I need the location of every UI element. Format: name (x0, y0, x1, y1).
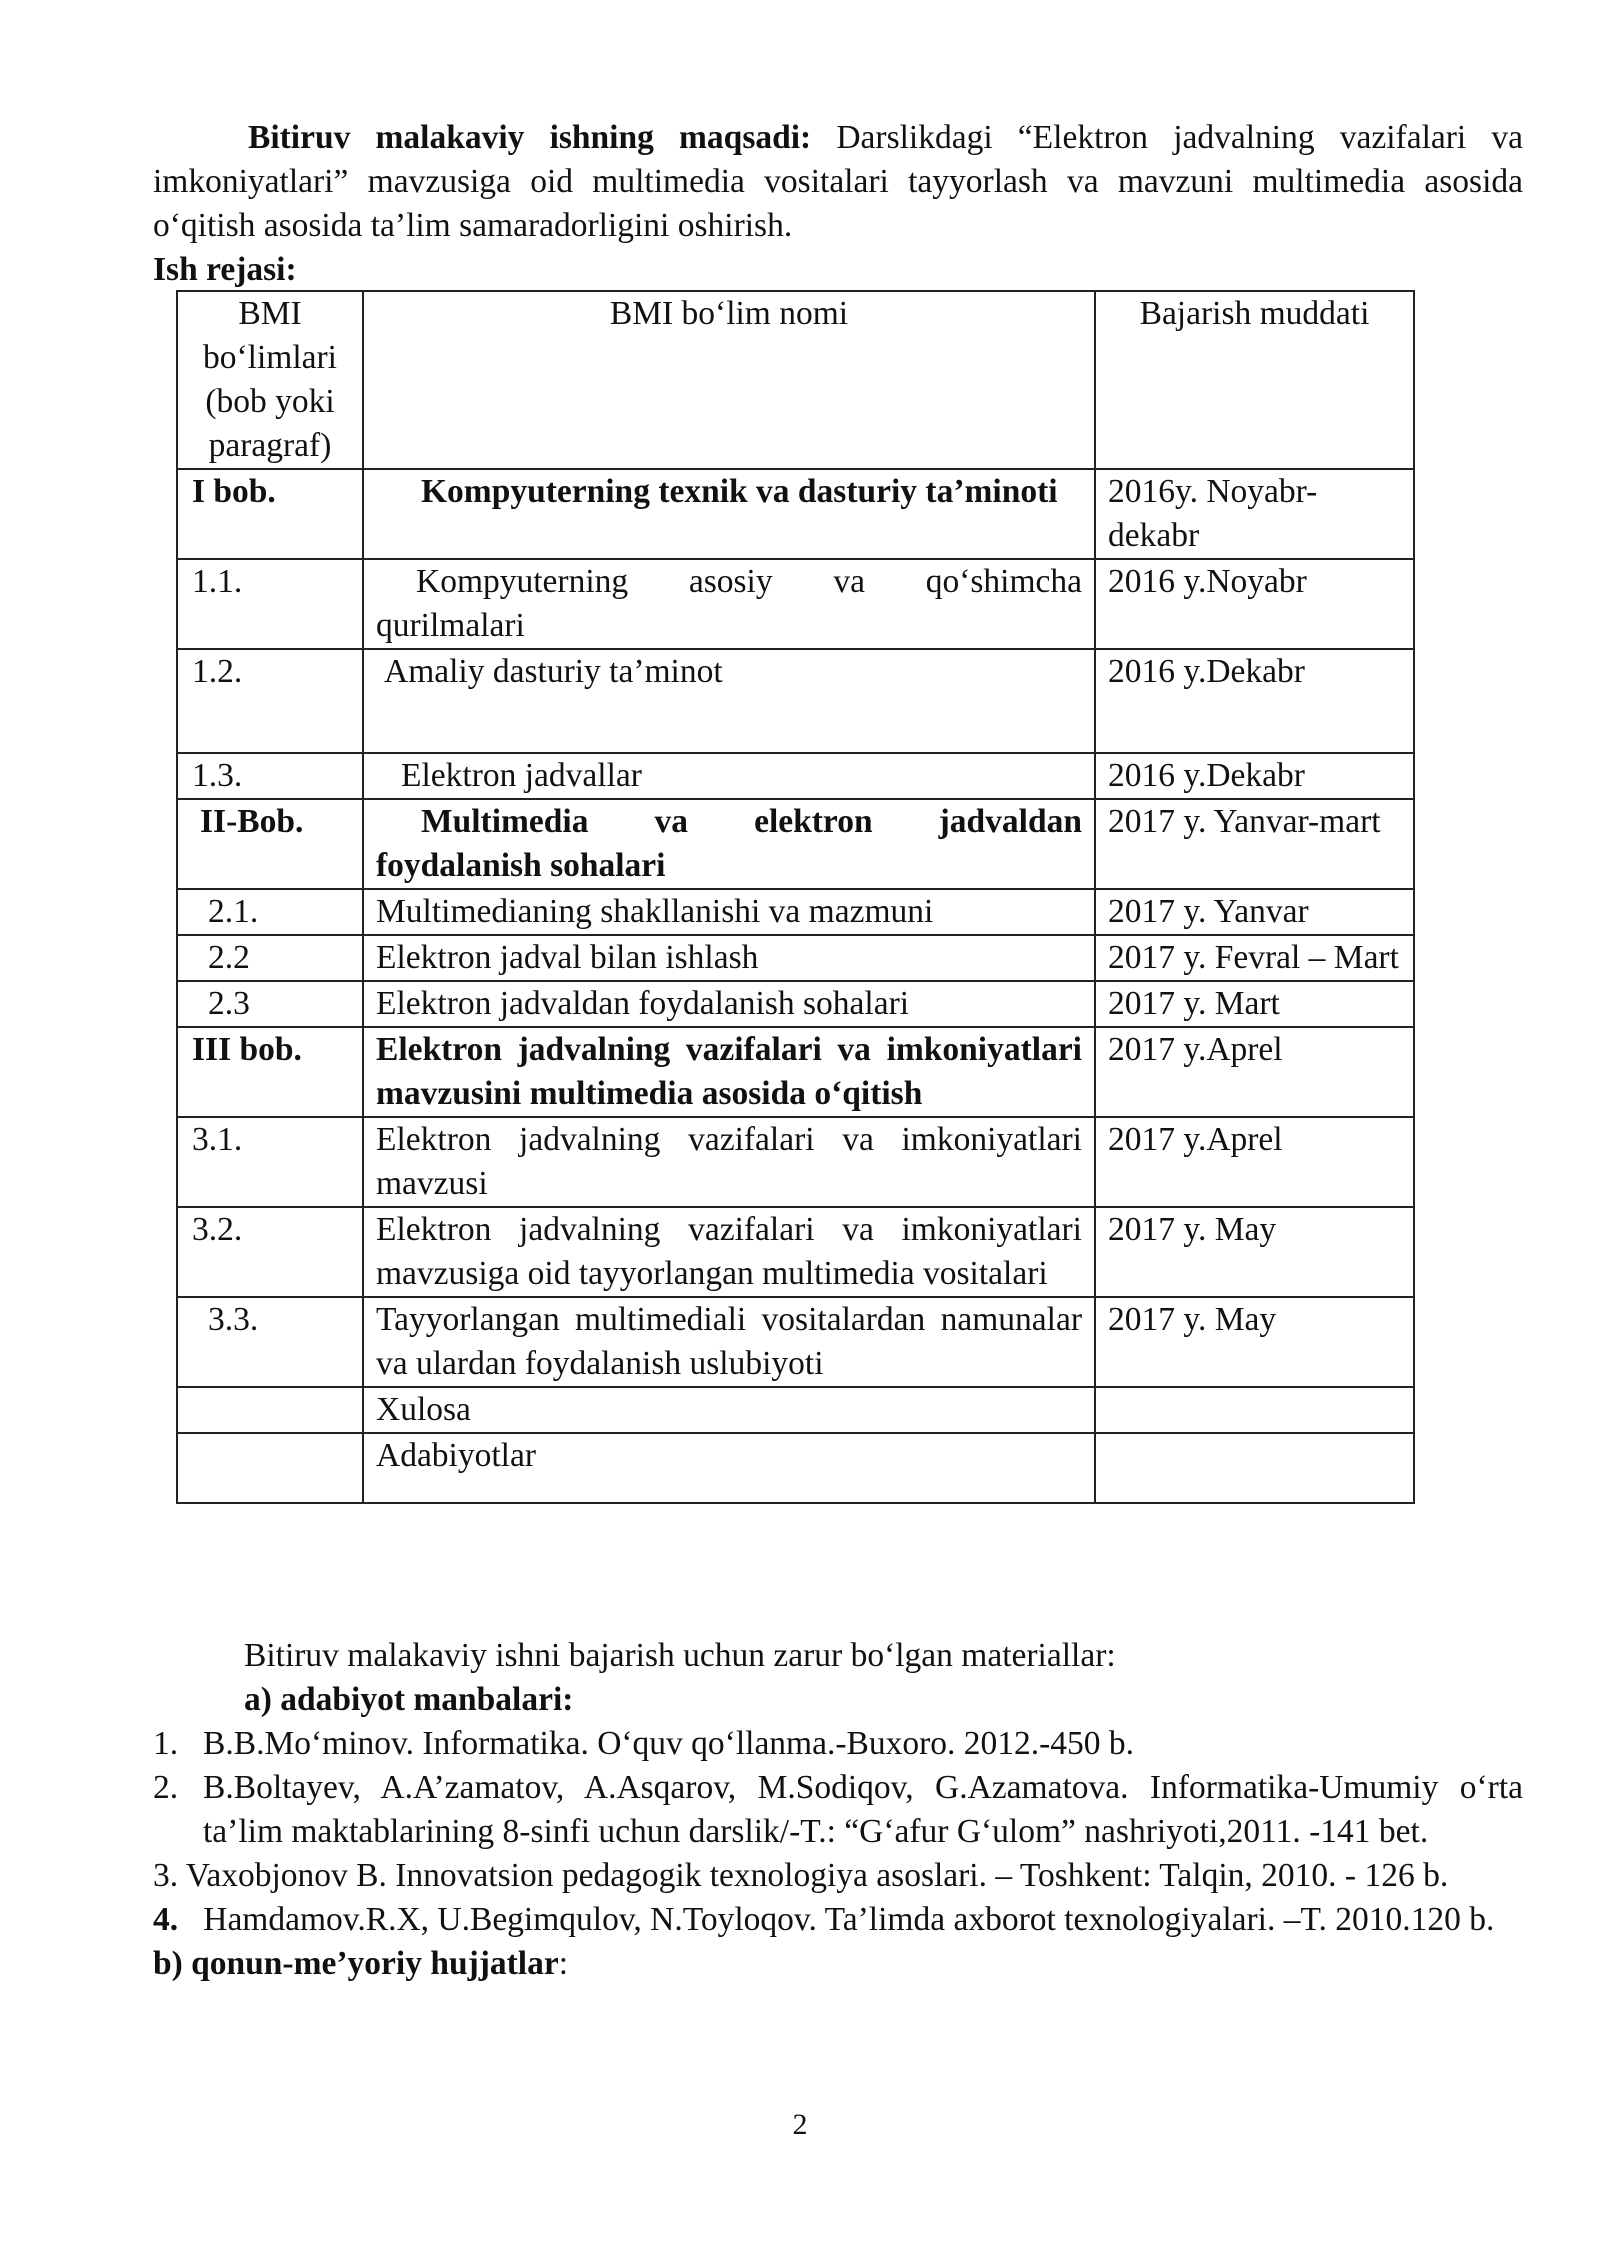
plan-title: Ish rejasi: (153, 251, 297, 288)
table-header-row (177, 291, 1414, 469)
list-item-number: 4. (153, 1901, 179, 1938)
row-name: Tayyorlangan multimediali vositalardan namunalar va ulardan foydalanish uslubiyoti (363, 1297, 1095, 1387)
row-deadline: 2017 y. Yanvar (1095, 889, 1414, 935)
row-section: 1.3. (177, 753, 363, 799)
intro-heading: Bitiruv malakaviy ishning maqsadi: (248, 119, 812, 156)
list-item (153, 1722, 1523, 1766)
list-item-number: 1. (153, 1725, 179, 1762)
row-deadline: 2017 y. Yanvar-mart (1095, 799, 1414, 889)
row-name: Multimedia va elektron jadvaldan foydalanish sohalari (363, 799, 1095, 889)
row-deadline: 2017 y. May (1095, 1207, 1414, 1297)
table-row (177, 1207, 1414, 1297)
row-name: Elektron jadvaldan foydalanish sohalari (363, 981, 1095, 1027)
table-row (177, 469, 1414, 559)
header-section: BMI bo‘limlari (bob yoki paragraf) (177, 291, 363, 469)
table-row (177, 1433, 1414, 1503)
row-section: 1.2. (177, 649, 363, 753)
table-row (177, 649, 1414, 753)
materials-intro: Bitiruv malakaviy ishni bajarish uchun zarur bo‘lgan materiallar: (244, 1637, 1116, 1674)
row-deadline: 2017 y. May (1095, 1297, 1414, 1387)
work-plan-table (176, 290, 1415, 1504)
page-number: 2 (792, 2108, 808, 2141)
laws-heading-colon: : (558, 1945, 569, 1982)
list-item-text: B.B.Mo‘minov. Informatika. O‘quv qo‘llanma.-Buxoro. 2012.-450 b. (203, 1725, 1135, 1762)
row-deadline: 2017 y.Aprel (1095, 1027, 1414, 1117)
table-row (177, 981, 1414, 1027)
list-item-text: Vaxobjonov B. Innovatsion pedagogik texnologiya asoslari. – Toshkent: Talqin, 2010. - 126 b. (185, 1857, 1449, 1894)
row-deadline: 2016 y.Dekabr (1095, 753, 1414, 799)
row-section (177, 1433, 363, 1503)
sources-list (153, 1722, 1523, 1986)
list-item (153, 1766, 1523, 1854)
row-name: Adabiyotlar (363, 1433, 1095, 1503)
list-item-text: B.Boltayev, A.A’zamatov, A.Asqarov, M.Sodiqov, G.Azamatova. Informatika-Umumiy o‘rta ta’lim maktablarining 8-sinfi uchun darslik/-T.: “G‘afur G‘ulom” nashriyoti,2011. -141 bet. (203, 1769, 1523, 1850)
table-row (177, 1387, 1414, 1433)
table-row (177, 1027, 1414, 1117)
row-name: Amaliy dasturiy ta’minot (363, 649, 1095, 753)
row-deadline: 2016y. Noyabr-dekabr (1095, 469, 1414, 559)
row-name: Kompyuterning asosiy va qo‘shimcha qurilmalari (363, 559, 1095, 649)
intro-paragraph (153, 116, 1523, 248)
header-name: BMI bo‘lim nomi (363, 291, 1095, 469)
laws-heading-text: b) qonun-me’yoriy hujjatlar (153, 1945, 559, 1982)
table-row (177, 559, 1414, 649)
list-item-text: Hamdamov.R.X, U.Begimqulov, N.Toyloqov. Ta’limda axborot texnologiyalari. –T. 2010.120 b. (203, 1901, 1495, 1938)
laws-heading (153, 1942, 1523, 1986)
row-name: Elektron jadvalning vazifalari va imkoniyatlari mavzusini multimedia asosida o‘qitish (363, 1027, 1095, 1117)
row-name: Elektron jadvalning vazifalari va imkoniyatlari mavzusiga oid tayyorlangan multimedia vositalari (363, 1207, 1095, 1297)
row-name: Xulosa (363, 1387, 1095, 1433)
row-deadline (1095, 1433, 1414, 1503)
row-deadline: 2017 y. Fevral – Mart (1095, 935, 1414, 981)
row-deadline (1095, 1387, 1414, 1433)
table-row (177, 1297, 1414, 1387)
intro-text: Darslikdagi “Elektron jadvalning vazifalari va imkoniyatlari” mavzusiga oid multimedia vositalari tayyorlash va mavzuni multimedia asosida o‘qitish asosida ta’lim samaradorligini oshirish. (153, 119, 1523, 244)
sources-heading: a) adabiyot manbalari: (244, 1681, 574, 1718)
list-item (153, 1898, 1523, 1942)
table-row (177, 889, 1414, 935)
row-name: Elektron jadvalning vazifalari va imkoniyatlari mavzusi (363, 1117, 1095, 1207)
row-deadline: 2016 y.Dekabr (1095, 649, 1414, 753)
row-name: Multimedianing shakllanishi va mazmuni (363, 889, 1095, 935)
row-deadline: 2016 y.Noyabr (1095, 559, 1414, 649)
table-row (177, 935, 1414, 981)
row-section: 1.1. (177, 559, 363, 649)
list-item (153, 1854, 1523, 1898)
row-section: 3.2. (177, 1207, 363, 1297)
table-row (177, 753, 1414, 799)
row-deadline: 2017 y.Aprel (1095, 1117, 1414, 1207)
row-section: I bob. (177, 469, 363, 559)
list-item-number: 2. (153, 1769, 179, 1806)
row-section: III bob. (177, 1027, 363, 1117)
row-name: Kompyuterning texnik va dasturiy ta’minoti (363, 469, 1095, 559)
table-row (177, 1117, 1414, 1207)
row-section: 3.1. (177, 1117, 363, 1207)
row-section: 2.1. (177, 889, 363, 935)
row-section (177, 1387, 363, 1433)
list-item-number: 3. (153, 1857, 179, 1894)
row-deadline: 2017 y. Mart (1095, 981, 1414, 1027)
table-row (177, 799, 1414, 889)
header-deadline: Bajarish muddati (1095, 291, 1414, 469)
row-section: II-Bob. (177, 799, 363, 889)
row-section: 2.2 (177, 935, 363, 981)
row-name: Elektron jadvallar (363, 753, 1095, 799)
row-name: Elektron jadval bilan ishlash (363, 935, 1095, 981)
row-section: 2.3 (177, 981, 363, 1027)
row-section: 3.3. (177, 1297, 363, 1387)
